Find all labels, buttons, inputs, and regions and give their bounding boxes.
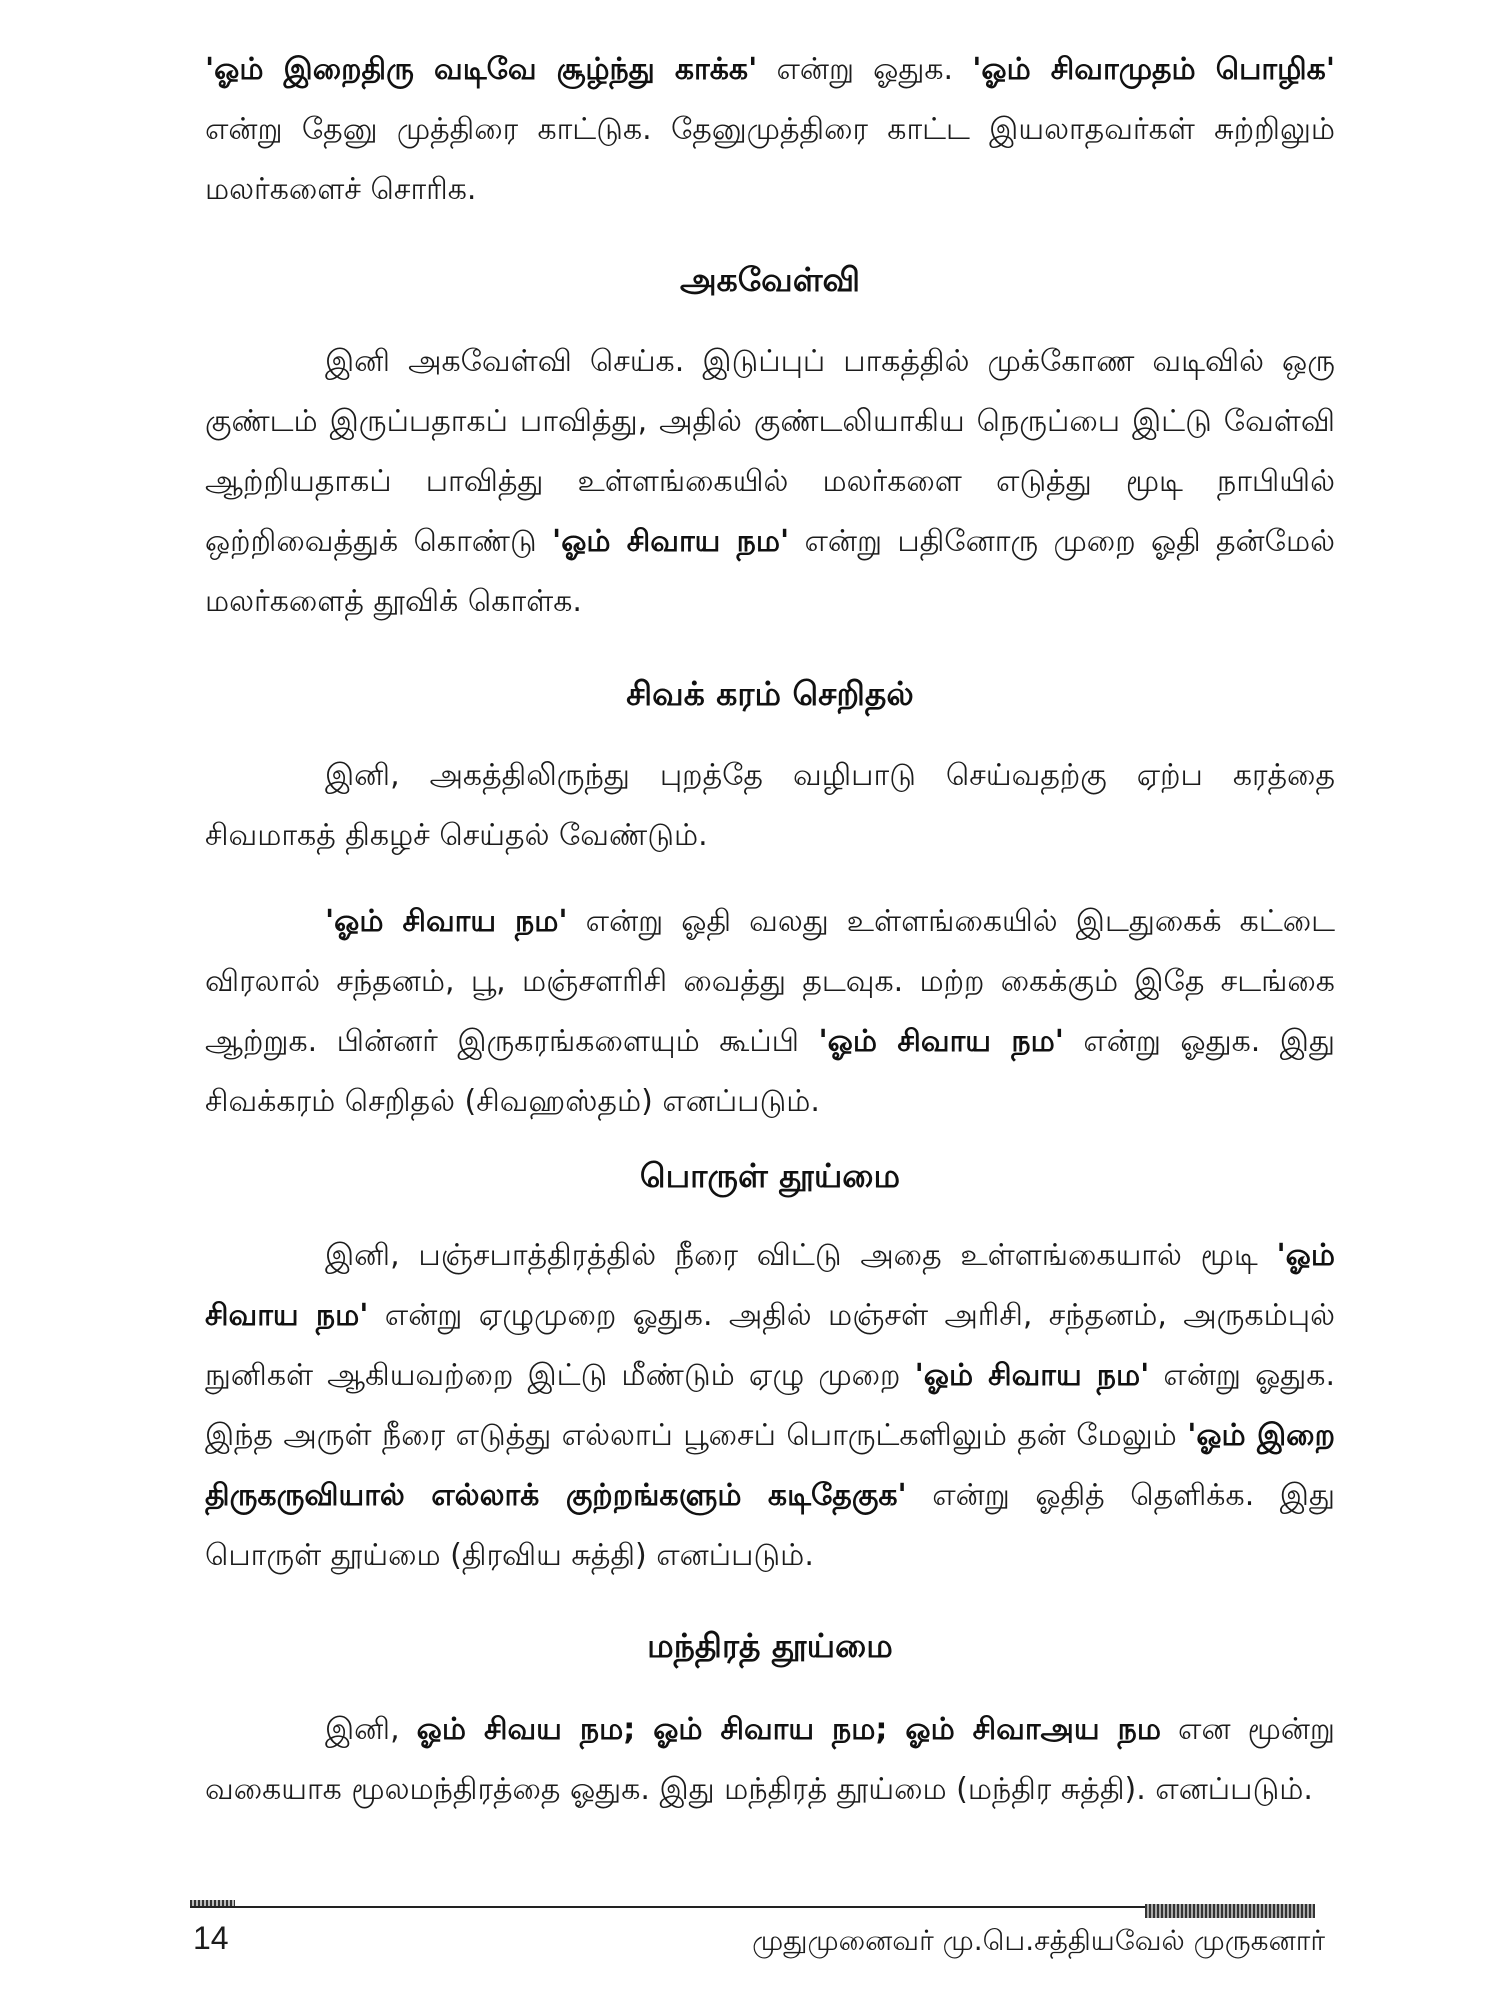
- heading-sivakkaram: சிவக் கரம் செறிதல்: [626, 674, 914, 713]
- paragraph-3-text-1: இனி, அகத்திலிருந்து புறத்தே வழிபாடு செய்வதற்கு ஏற்ப கரத்தை சிவமாகத் திகழச் செய்தல் வேண்டும்.: [205, 758, 1335, 853]
- heading-manthira-thooymai: மந்திரத் தூய்மை: [647, 1626, 893, 1665]
- paragraph-2-mantra-1: 'ஓம் சிவாய நம': [552, 524, 790, 559]
- paragraph-1-text-2: என்று தேனு முத்திரை காட்டுக. தேனுமுத்திரை காட்ட இயலாதவர்கள் சுற்றிலும் மலர்களைச் சொரிக.: [205, 112, 1335, 207]
- footer-rule-hatch-right: [1145, 1904, 1315, 1918]
- paragraph-5-mantra-3: 'ஓம் இறை திருகருவியால் எல்லாக் குற்றங்களும் கடிதேகுக': [205, 1418, 1335, 1513]
- paragraph-5: [205, 1226, 1335, 1586]
- paragraph-4-mantra-1: 'ஓம் சிவாய நம': [325, 904, 568, 939]
- paragraph-5-mantra-2: 'ஓம் சிவாய நம': [914, 1358, 1150, 1393]
- paragraph-2-text-2: என்று பதினோரு முறை ஓதி தன்மேல் மலர்களைத் தூவிக் கொள்க.: [205, 524, 1335, 619]
- heading-agavelvi: அகவேள்வி: [679, 260, 861, 299]
- paragraph-2: [205, 332, 1335, 632]
- paragraph-5-text-3: என்று ஓதுக. இந்த அருள் நீரை எடுத்து எல்லாப் பூசைப் பொருட்களிலும் தன் மேலும்: [205, 1358, 1335, 1453]
- heading-porul-thooymai: பொருள் தூய்மை: [639, 1156, 901, 1195]
- paragraph-5-text-1: இனி, பஞ்சபாத்திரத்தில் நீரை விட்டு அதை உள்ளங்கையால் மூடி: [325, 1238, 1277, 1273]
- paragraph-1-mantra-2: 'ஓம் சிவாமுதம் பொழிக': [972, 52, 1336, 87]
- page-number: 14: [193, 1920, 229, 1956]
- paragraph-4-text-2: என்று ஓதுக. இது சிவக்கரம் செறிதல் (சிவஹஸ்தம்) எனப்படும்.: [205, 1024, 1336, 1119]
- paragraph-5-mantra-1: 'ஓம் சிவாய நம': [205, 1238, 1335, 1333]
- paragraph-4-mantra-2: 'ஓம் சிவாய நம': [818, 1024, 1064, 1059]
- paragraph-6-text-1: இனி,: [325, 1712, 417, 1747]
- paragraph-3: [205, 746, 1335, 866]
- paragraph-1-text-1: என்று ஓதுக.: [757, 52, 973, 87]
- paragraph-1-mantra-1: 'ஓம் இறைதிரு வடிவே சூழ்ந்து காக்க': [205, 52, 758, 87]
- paragraph-6: [205, 1700, 1335, 1820]
- running-footer-author: முதுமுனைவர் மு.பெ.சத்தியவேல் முருகனார்: [752, 1924, 1325, 1957]
- paragraph-6-text-2: என மூன்று வகையாக மூலமந்திரத்தை ஓதுக. இது மந்திரத் தூய்மை (மந்திர சுத்தி). எனப்படும்.: [205, 1712, 1335, 1807]
- paragraph-2-text-1: இனி அகவேள்வி செய்க. இடுப்புப் பாகத்தில் முக்கோண வடிவில் ஒரு குண்டம் இருப்பதாகப் பாவித்து, அதில் குண்டலியாகிய நெருப்பை இட்டு வேள்வி ஆற்றியதாகப் பாவித்து உள்ளங்கையில் மலர்களை எடுத்து மூடி நாபியில் ஒற்றிவைத்துக் கொண்டு: [205, 344, 1335, 559]
- paragraph-4: [205, 892, 1335, 1132]
- page-body: [205, 30, 1335, 1820]
- paragraph-5-text-2: என்று ஏழுமுறை ஓதுக. அதில் மஞ்சள் அரிசி, சந்தனம், அருகம்புல் நுனிகள் ஆகியவற்றை இட்டு மீண்டும் ஏழு முறை: [205, 1298, 1336, 1393]
- paragraph-1: [205, 40, 1335, 220]
- paragraph-5-text-4: என்று ஓதித் தெளிக்க. இது பொருள் தூய்மை (திரவிய சுத்தி) எனப்படும்.: [205, 1478, 1335, 1573]
- footer-rule: [190, 1900, 1315, 1916]
- paragraph-6-mantra-1: ஓம் சிவய நம; ஓம் சிவாய நம; ஓம் சிவாஅய நம: [416, 1712, 1161, 1747]
- paragraph-4-text-1: என்று ஓதி வலது உள்ளங்கையில் இடதுகைக் கட்டை விரலால் சந்தனம், பூ, மஞ்சளரிசி வைத்து தடவுக. மற்ற கைக்கும் இதே சடங்கை ஆற்றுக. பின்னர் இருகரங்களையும் கூப்பி: [205, 904, 1335, 1059]
